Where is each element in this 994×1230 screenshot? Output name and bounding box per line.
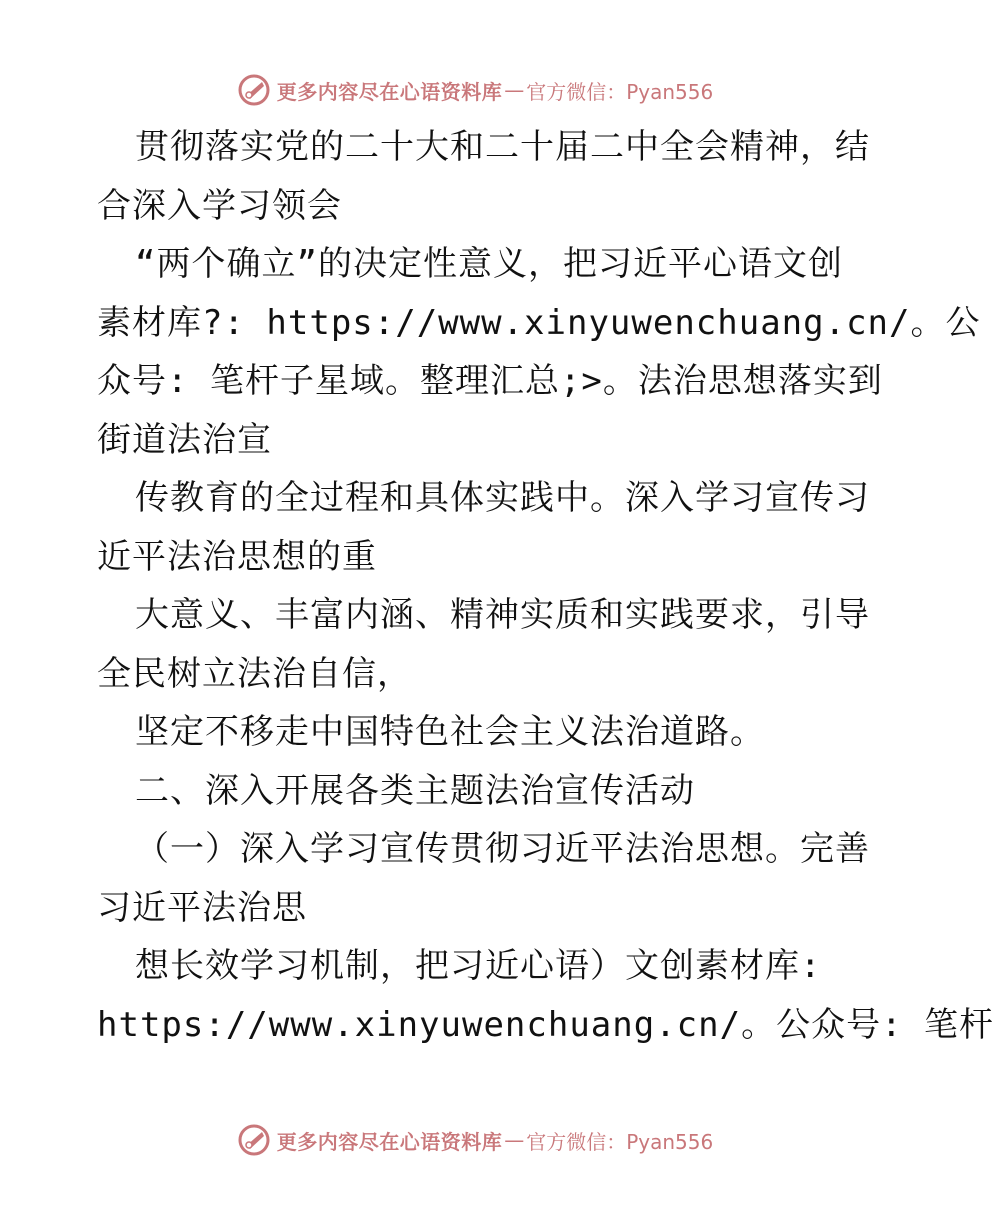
body-line: 大意义、丰富内涵、精神实质和实践要求，引导 — [135, 595, 870, 635]
footer-dash: — — [504, 1128, 525, 1152]
body-line: 近平法治思想的重 — [97, 536, 377, 577]
body-line: 传教育的全过程和具体实践中。深入学习宣传习 — [135, 478, 870, 518]
brand-logo-icon — [237, 73, 271, 107]
footer-watermark — [0, 1120, 950, 1160]
body-line: 习近平法治思 — [97, 887, 307, 928]
document-body — [97, 118, 994, 1054]
body-line: 想长效学习机制，把习近心语）文创素材库: — [135, 946, 822, 986]
body-line: “两个确立”的决定性意义，把习近平心语文创 — [135, 244, 843, 284]
footer-wechat-text: 官方微信：Pyan556 — [526, 1129, 714, 1154]
header-watermark — [0, 70, 950, 110]
body-line: 全民树立法治自信， — [97, 653, 412, 694]
body-line: https://www.xinyuwenchuang.cn/。公众号: 笔杆 — [97, 1004, 994, 1045]
brand-logo-icon — [237, 1123, 271, 1157]
body-line: 坚定不移走中国特色社会主义法治道路。 — [135, 712, 765, 752]
body-line: 贯彻落实党的二十大和二十届二中全会精神，结 — [135, 127, 870, 167]
body-line: 合深入学习领会 — [97, 185, 342, 226]
header-wechat-text: 官方微信：Pyan556 — [526, 79, 714, 104]
header-brand-text: 更多内容尽在心语资料库 — [276, 79, 503, 104]
body-line: （一）深入学习宣传贯彻习近平法治思想。完善 — [135, 829, 870, 869]
body-line: 众号: 笔杆子星域。整理汇总;>。法治思想落实到 — [97, 361, 883, 401]
section-heading: 二、深入开展各类主题法治宣传活动 — [135, 770, 695, 811]
footer-brand-text: 更多内容尽在心语资料库 — [276, 1129, 503, 1154]
body-line: 素材库?: https://www.xinyuwenchuang.cn/。公 — [97, 302, 981, 343]
body-line: 街道法治宣 — [97, 419, 272, 460]
header-dash: — — [504, 78, 525, 102]
